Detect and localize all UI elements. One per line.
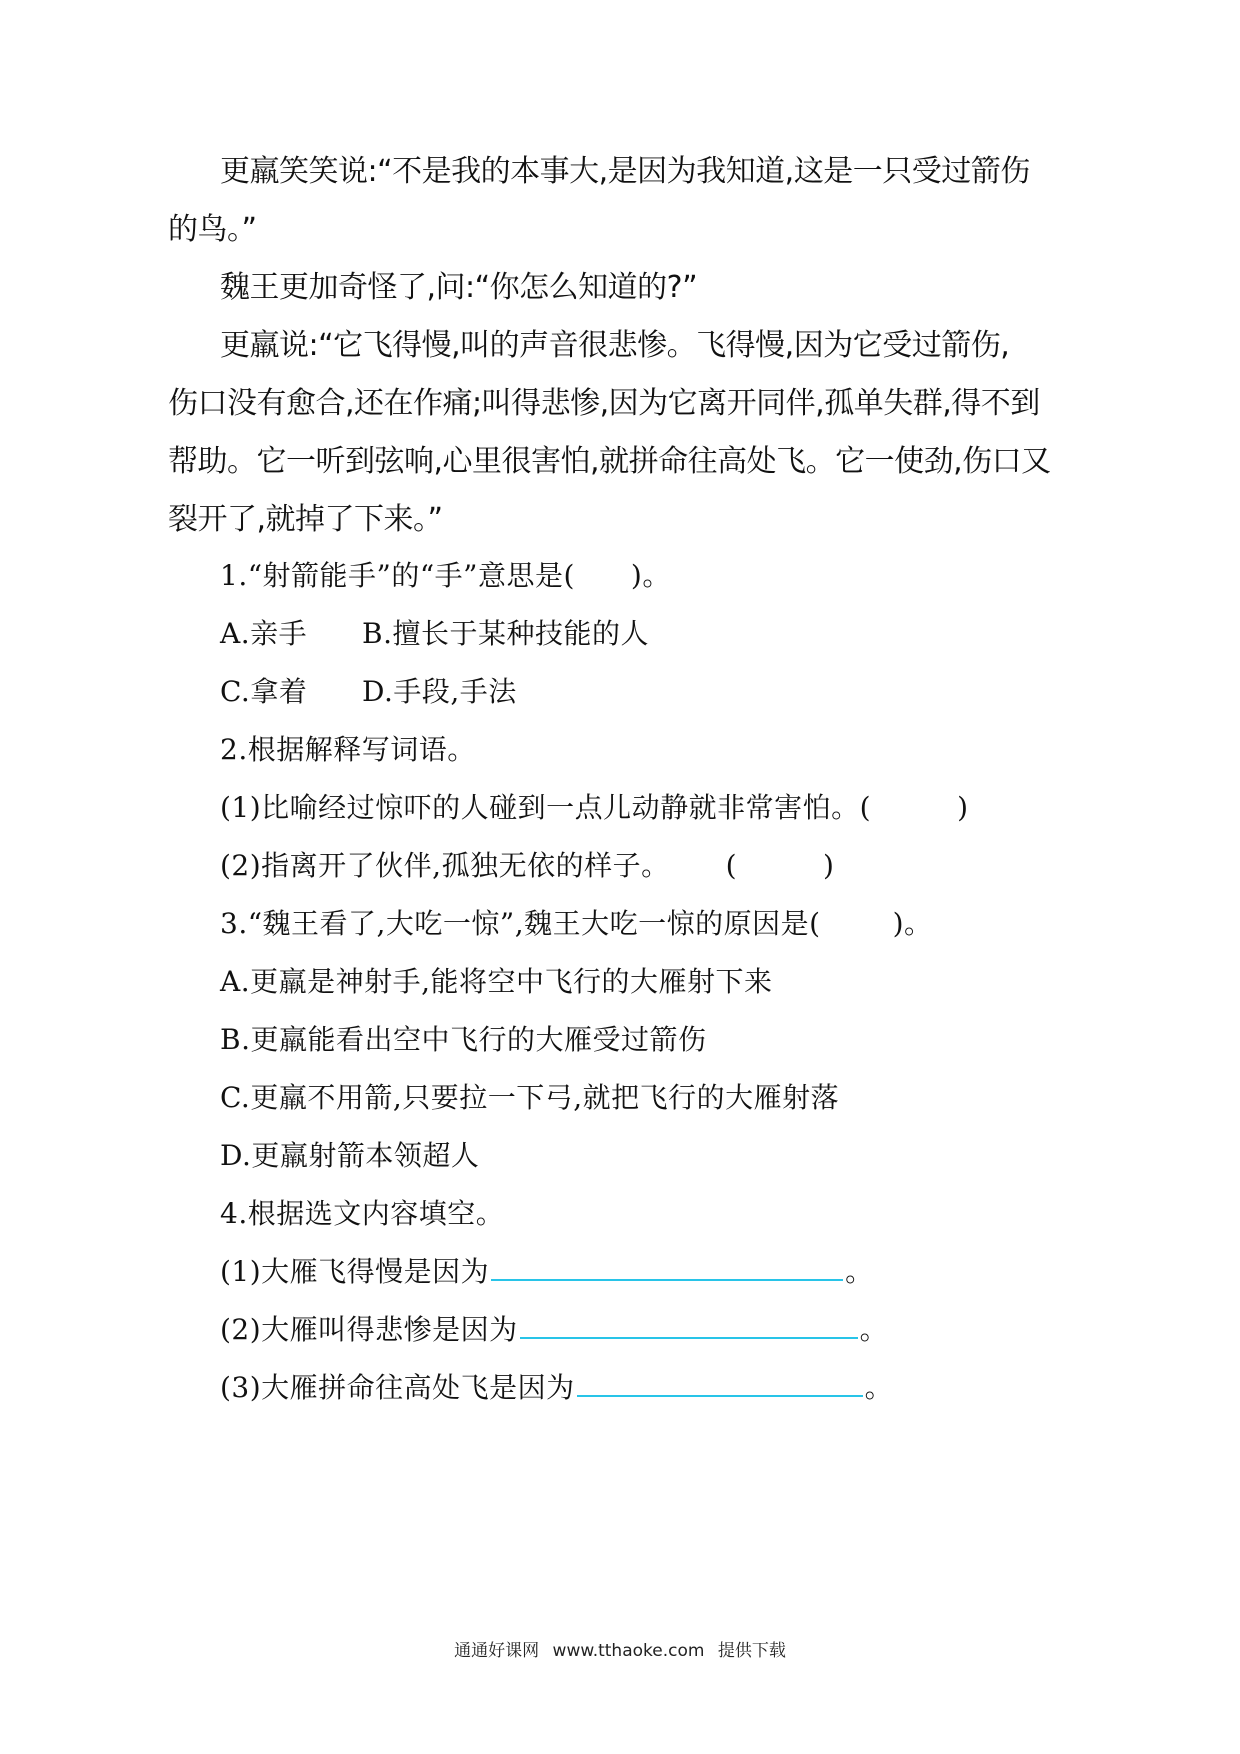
question-2-sub-1 — [220, 786, 969, 826]
answer-blank-line[interactable] — [491, 1253, 843, 1281]
passage-line: 帮助。它一听到弦响,心里很害怕,就拼命往高处飞。它一使劲,伤口又 — [168, 444, 1051, 479]
question-1-stem — [220, 554, 671, 594]
passage-line: 更羸说:“它飞得慢,叫的声音很悲惨。飞得慢,因为它受过箭伤, — [220, 328, 1010, 363]
question-text: (1)比喻经过惊吓的人碰到一点儿动静就非常害怕。( — [220, 791, 872, 824]
question-text: 。 — [845, 1255, 874, 1288]
question-text: (2)大雁叫得悲惨是因为 — [220, 1313, 518, 1346]
question-1-option-c: C.拿着 — [220, 675, 308, 708]
question-text: (2)指离开了伙伴,孤独无依的样子。 — [220, 849, 670, 882]
question-4-sub-3 — [220, 1366, 893, 1406]
question-text: ) — [823, 849, 835, 882]
passage-line: 的鸟。” — [168, 212, 257, 247]
passage-line: 伤口没有愈合,还在作痛;叫得悲惨,因为它离开同伴,孤单失群,得不到 — [168, 386, 1040, 421]
question-text: 。 — [859, 1313, 889, 1346]
question-2-stem: 2.根据解释写词语。 — [220, 733, 476, 766]
question-text: 。 — [864, 1371, 894, 1404]
question-2-sub-2 — [220, 844, 834, 884]
question-text: 1.“射箭能手”的“手”意思是( — [220, 559, 575, 592]
page-footer — [0, 1636, 1240, 1661]
answer-blank-line[interactable] — [577, 1369, 863, 1397]
question-text: )。 — [630, 559, 671, 592]
question-text: )。 — [892, 907, 933, 940]
question-4-sub-2 — [220, 1308, 888, 1348]
question-text: ) — [957, 791, 969, 824]
passage-line: 裂开了,就掉了下来。” — [168, 502, 443, 537]
question-3-option-a: A.更羸是神射手,能将空中飞行的大雁射下来 — [220, 965, 773, 998]
question-3-stem — [220, 902, 933, 942]
question-text: ( — [725, 849, 738, 882]
passage-line: 魏王更加奇怪了,问:“你怎么知道的?” — [220, 270, 698, 305]
passage-line: 更羸笑笑说:“不是我的本事大,是因为我知道,这是一只受过箭伤 — [220, 154, 1030, 189]
question-text: (1)大雁飞得慢是因为 — [220, 1255, 490, 1288]
question-text: (3)大雁拼命往高处飞是因为 — [220, 1371, 575, 1404]
question-3-option-b: B.更羸能看出空中飞行的大雁受过箭伤 — [220, 1023, 707, 1056]
question-1-option-d: D.手段,手法 — [362, 675, 517, 708]
footer-suffix: 提供下载 — [717, 1641, 786, 1661]
question-3-option-c: C.更羸不用箭,只要拉一下弓,就把飞行的大雁射落 — [220, 1081, 840, 1114]
question-1-option-b: B.擅长于某种技能的人 — [362, 617, 649, 650]
question-1-option-a: A.亲手 — [220, 617, 308, 650]
question-4-stem: 4.根据选文内容填空。 — [220, 1197, 505, 1230]
footer-brand: 通通好课网 — [454, 1641, 540, 1661]
question-4-sub-1 — [220, 1250, 874, 1290]
question-3-option-d: D.更羸射箭本领超人 — [220, 1139, 480, 1172]
answer-blank-line[interactable] — [520, 1311, 858, 1339]
footer-url[interactable]: www.tthaoke.com — [552, 1641, 705, 1661]
question-text: 3.“魏王看了,大吃一惊”,魏王大吃一惊的原因是( — [220, 907, 821, 940]
